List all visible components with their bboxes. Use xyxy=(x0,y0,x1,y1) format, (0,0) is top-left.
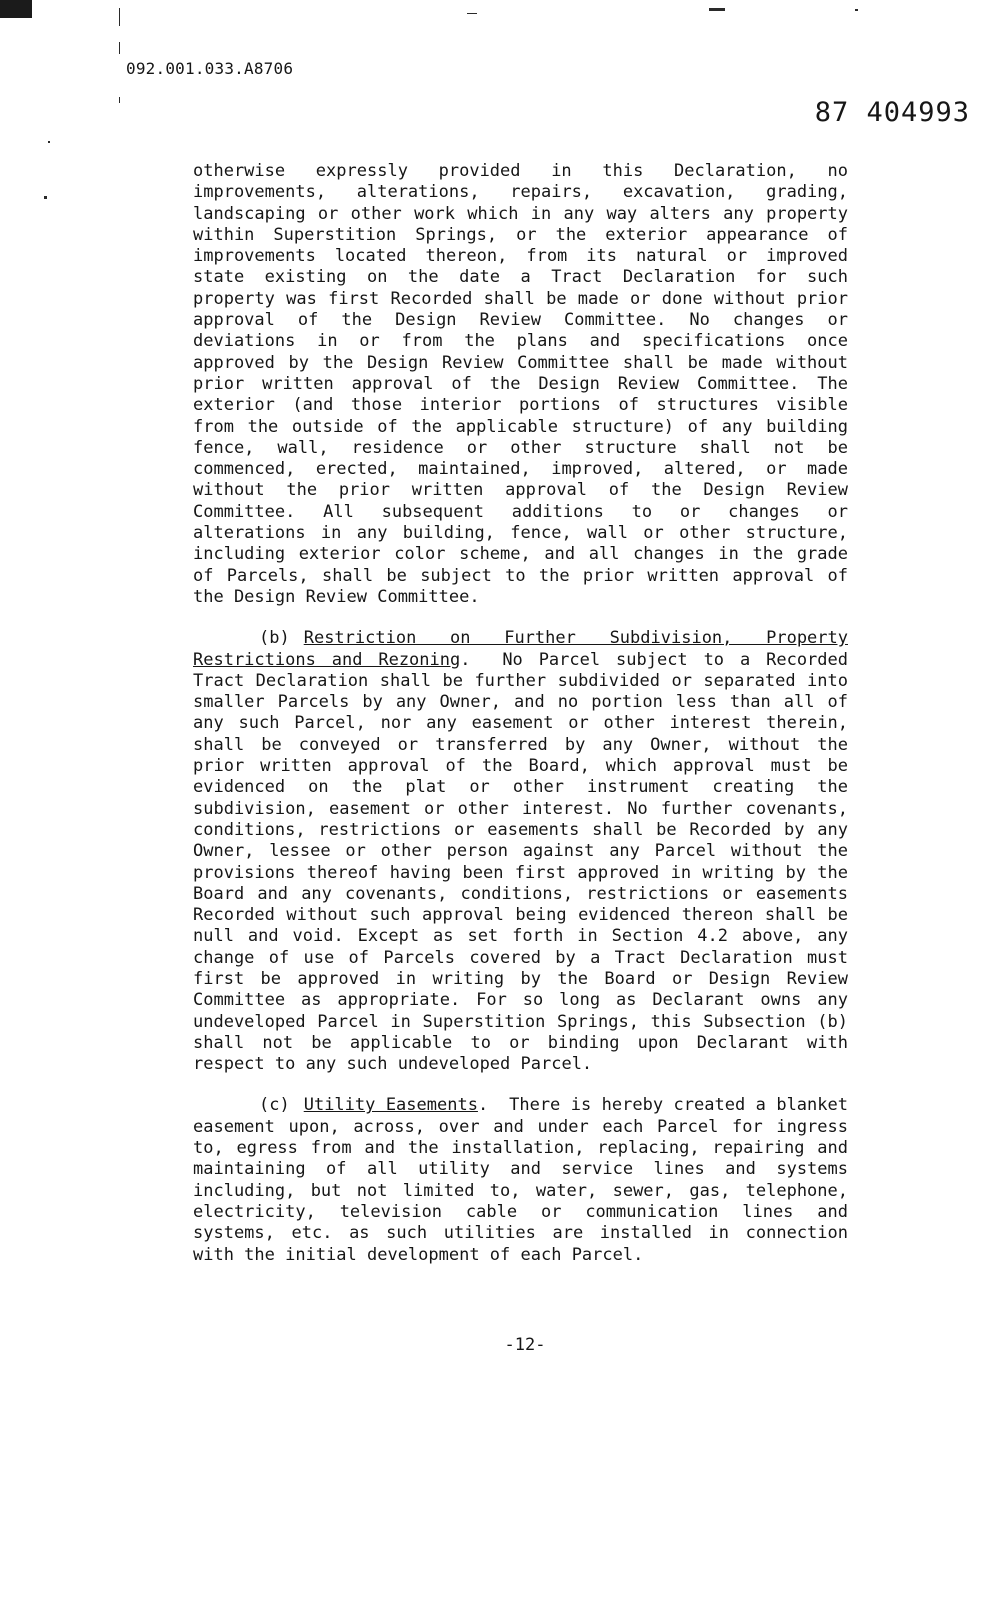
paragraph-b-label: (b) xyxy=(259,628,290,649)
paragraph-c-heading-punct: . xyxy=(477,1095,489,1116)
page-number: -12- xyxy=(504,1335,546,1355)
scan-artifact-line xyxy=(119,97,120,103)
scan-artifact-corner xyxy=(0,0,32,18)
paragraph-b-heading: Restriction on Further Subdivision, Property Restrictions and Rezoning xyxy=(193,628,848,670)
scan-artifact-line xyxy=(119,42,120,54)
scan-artifact-dot xyxy=(44,196,47,199)
scan-artifact-dot xyxy=(709,8,725,11)
paragraph-b-heading-punct: . xyxy=(460,649,471,670)
paragraph-b xyxy=(193,628,848,1075)
paragraph-c xyxy=(193,1095,848,1265)
paragraph-c-heading: Utility Easements xyxy=(303,1095,478,1116)
recording-number: 87 404993 xyxy=(814,97,970,128)
paragraph-c-label: (c) xyxy=(259,1095,290,1116)
paragraph-c-text: There is hereby created a blanket easement upon, across, over and under each Parcel for ingress to, egress from and the installation, replacing, repairing and maintaining of all utility and service lines and systems including, but not limited to, water, sewer, gas, telephone, electricity, television cable or communication lines and systems, etc. as such utilities are installed in connection with the initial development of each Parcel. xyxy=(193,1095,848,1265)
document-body xyxy=(193,161,848,1286)
scan-artifact-dot xyxy=(48,141,50,143)
scan-artifact-line xyxy=(119,8,120,26)
scan-artifact-dot xyxy=(467,13,477,14)
scan-artifact-dot xyxy=(855,9,858,11)
paragraph-b-text: No Parcel subject to a Recorded Tract Declaration shall be further subdivided or separated into smaller Parcels by any Owner, and no portion less than all of any such Parcel, nor any easement or other interest therein, shall be conveyed or transferred by any Owner, without the prior written approval of the Board, which approval must be evidenced on the plat or other instrument creating the subdivision, easement or other interest. No further covenants, conditions, restrictions or easements shall be Recorded by any Owner, lessee or other person against any Parcel without the provisions thereof having been first approved in writing by the Board and any covenants, conditions, restrictions or easements Recorded without such approval being evidenced thereon shall be null and void. Except as set forth in Section 4.2 above, any change of use of Parcels covered by a Tract Declaration must first be approved in writing by the Board or Design Review Committee as appropriate. For so long as Declarant owns any undeveloped Parcel in Superstition Springs, this Subsection (b) shall not be applicable to or binding upon Declarant with respect to any such undeveloped Parcel. xyxy=(193,649,848,1075)
document-id: 092.001.033.A8706 xyxy=(126,59,294,78)
paragraph-continuation: otherwise expressly provided in this Declaration, no improvements, alterations, repairs, excavation, grading, landscaping or other work which in any way alters any property within Superstition Springs, or the exterior appearance of improvements located thereon, from its natural or improved state existing on the date a Tract Declaration for such property was first Recorded shall be made or done without prior approval of the Design Review Committee. No changes or deviations in or from the plans and specifications once approved by the Design Review Committee shall be made without prior written approval of the Design Review Committee. The exterior (and those interior portions of structures visible from the outside of the applicable structure) of any building fence, wall, residence or other structure shall not be commenced, erected, maintained, improved, altered, or made without the prior written approval of the Design Review Committee. All subsequent additions to or changes or alterations in any building, fence, wall or other structure, including exterior color scheme, and all changes in the grade of Parcels, shall be subject to the prior written approval of the Design Review Committee. xyxy=(193,161,848,607)
